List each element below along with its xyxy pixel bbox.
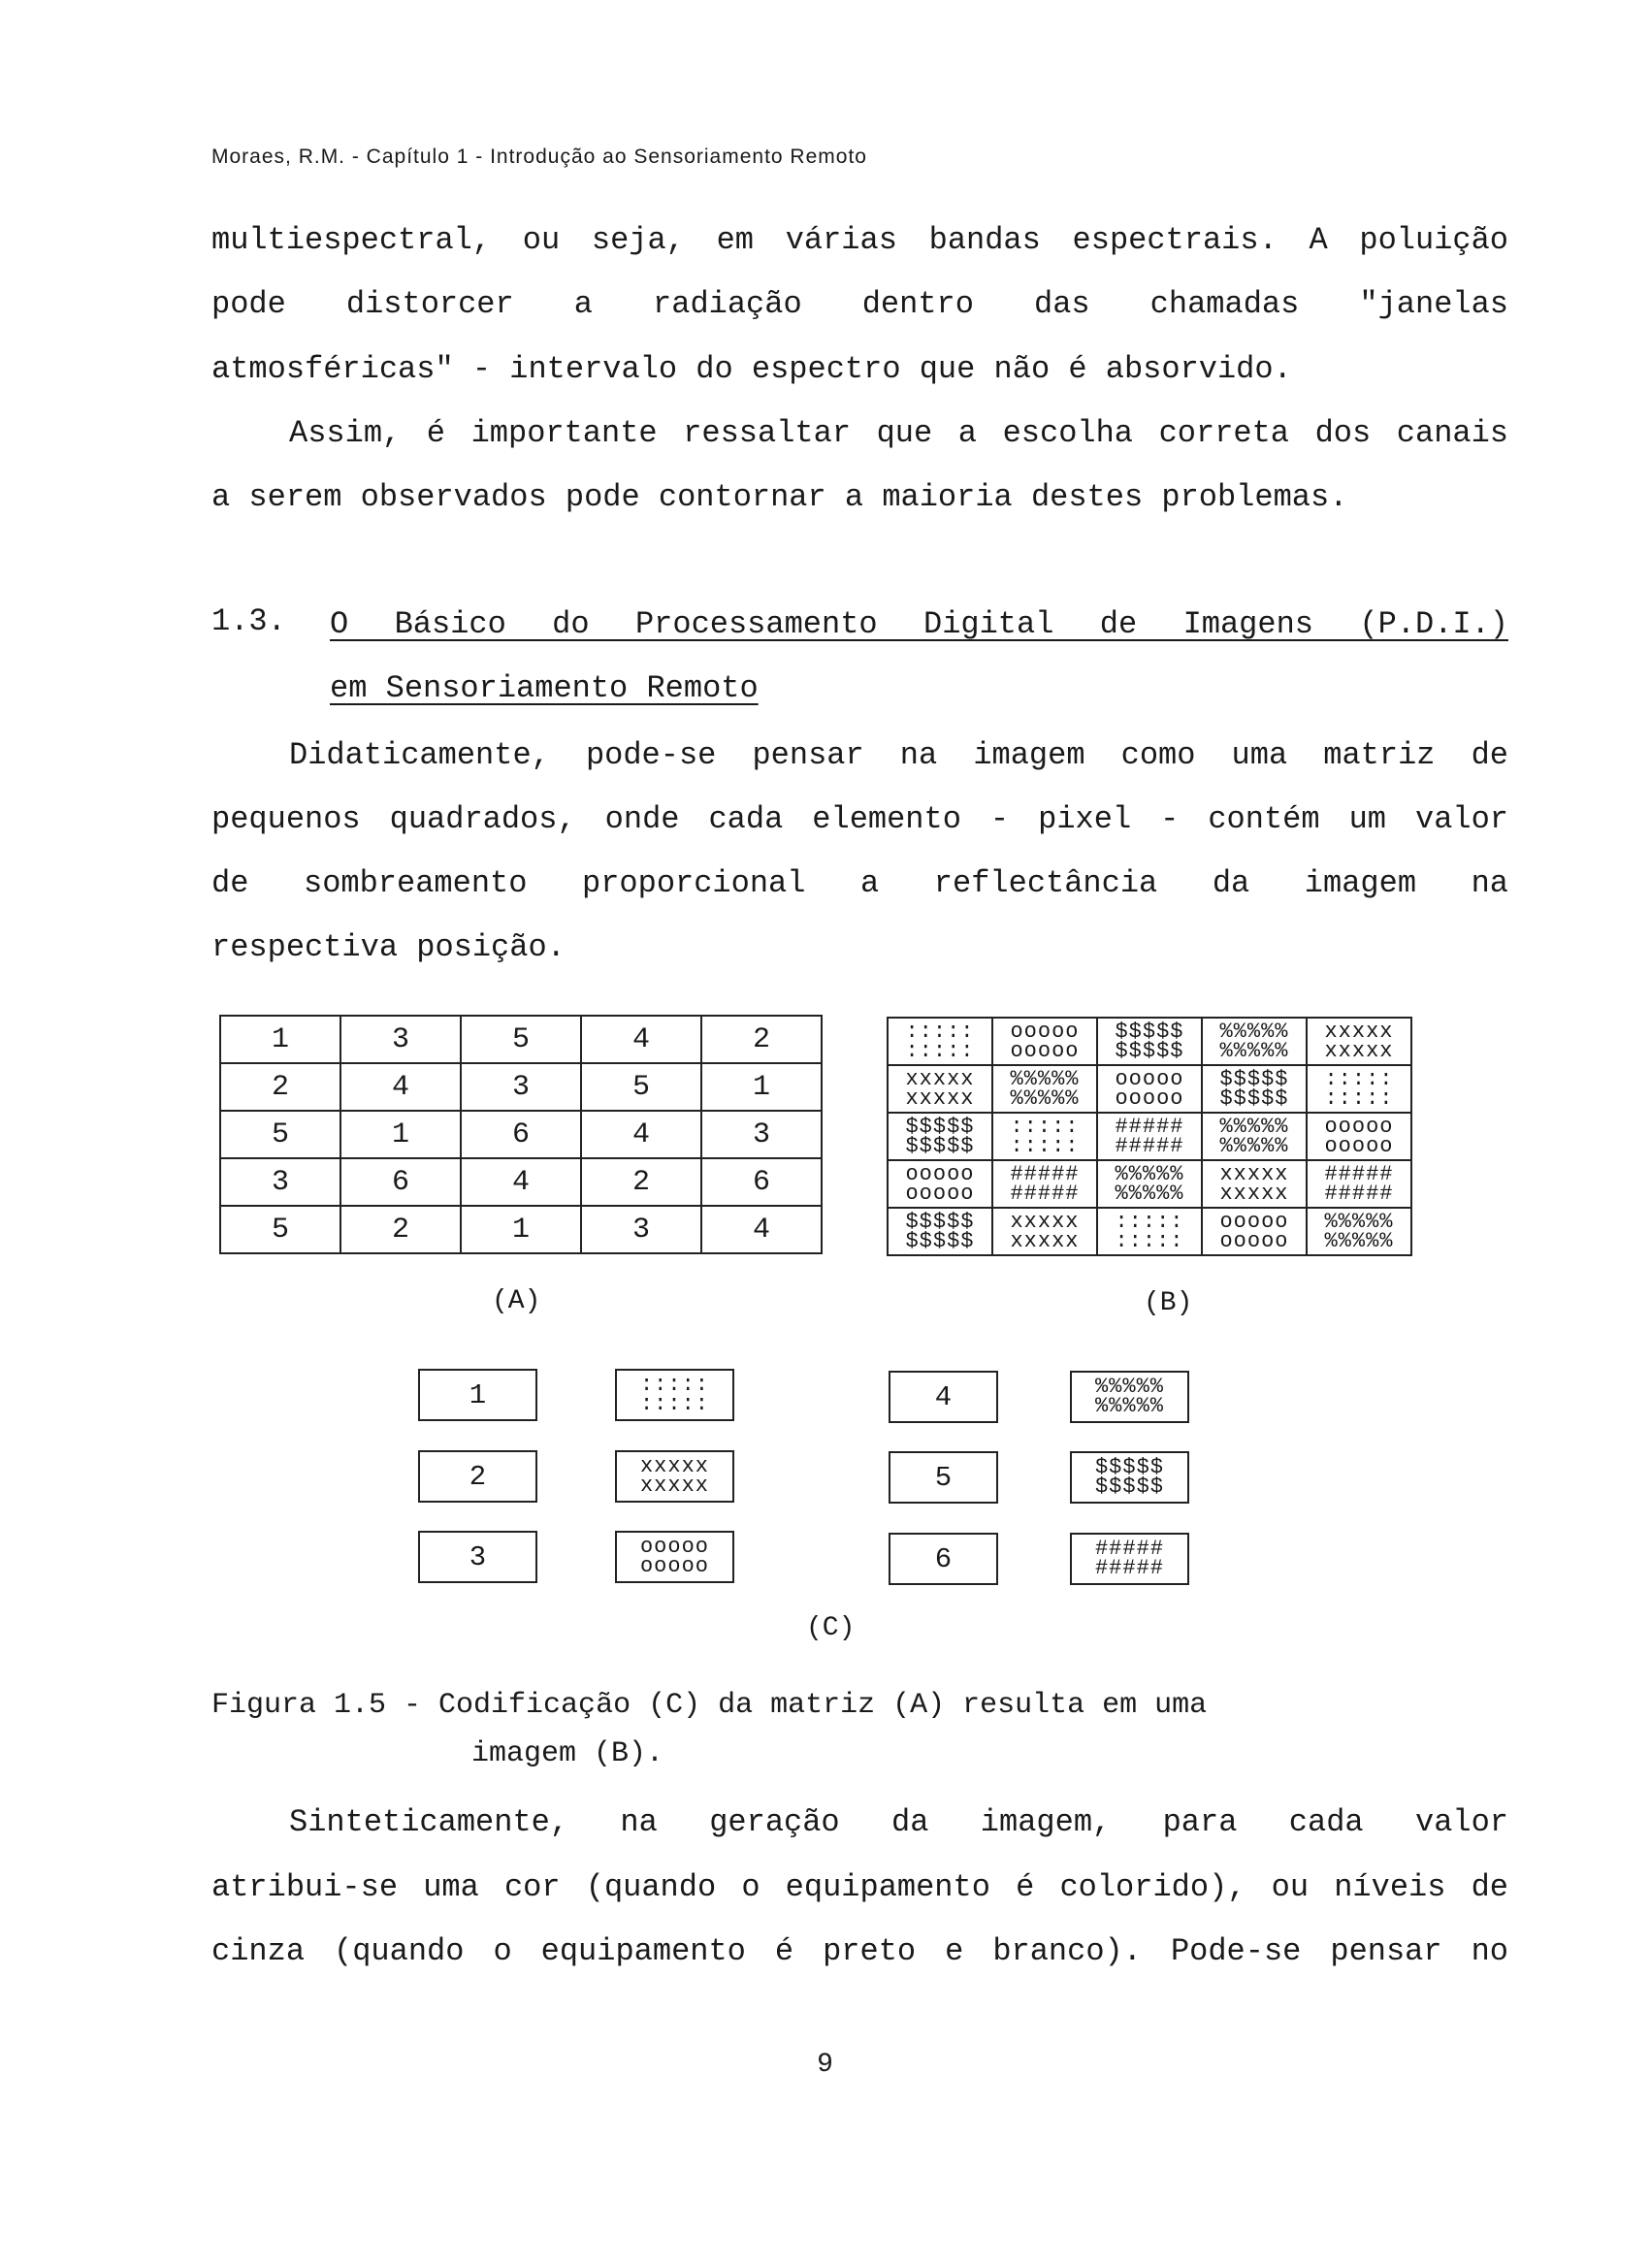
matrix-b-cell [888,1113,992,1160]
paragraph-line: cinza (quando o equipamento é preto e branco). Pode-se pensar no [211,1933,1508,1969]
matrix-b-cell [992,1018,1097,1065]
paragraph-line: Sinteticamente, na geração da imagem, para cada valor [289,1804,1508,1840]
matrix-b-cell [1202,1113,1307,1160]
matrix-b-cell [1202,1018,1307,1065]
matrix-b-symbol: ::::: ::::: [1010,1114,1080,1158]
key-value-box: 1 [418,1369,537,1421]
matrix-b-cell [1202,1160,1307,1208]
matrix-b-symbol: %%%%% %%%%% [1324,1209,1394,1253]
matrix-b-cell [888,1208,992,1255]
paragraph-line: atribui-se uma cor (quando o equipamento é colorido), ou níveis de [211,1869,1508,1905]
matrix-b-cell [1202,1208,1307,1255]
section-title: O Básico do Processamento Digital de Imagens (P.D.I.) [330,606,1508,642]
matrix-b-symbol: ooooo ooooo [905,1161,975,1206]
matrix-a-cell: 2 [340,1206,461,1253]
paragraph-line: atmosféricas" - intervalo do espectro que não é absorvido. [211,351,1292,387]
matrix-a-cell: 4 [340,1063,461,1111]
matrix-a-cell: 6 [461,1111,581,1158]
figure-label-c: (C) [806,1613,856,1643]
key-symbol-box [1070,1451,1189,1504]
matrix-b-cell [1097,1113,1202,1160]
key-symbol: ooooo ooooo [639,1535,709,1578]
matrix-b-symbol: ooooo ooooo [1115,1066,1184,1111]
figure-caption-continued: imagem (B). [471,1737,664,1770]
paragraph-line: Didaticamente, pode-se pensar na imagem como uma matriz de [289,737,1508,773]
paragraph-line: a serem observados pode contornar a maioria destes problemas. [211,479,1348,515]
key-symbol: ::::: ::::: [639,1373,709,1416]
matrix-b-symbol: ooooo ooooo [1219,1209,1289,1253]
matrix-b-symbol: xxxxx xxxxx [1219,1161,1289,1206]
figure-label-a: (A) [492,1286,541,1316]
matrix-a-row [220,1206,822,1253]
matrix-a-cell: 6 [701,1158,822,1206]
matrix-b-cell [1097,1208,1202,1255]
matrix-b-symbol: ##### ##### [1115,1114,1184,1158]
matrix-a-cell: 3 [461,1063,581,1111]
key-value-box: 3 [418,1531,537,1583]
figure-label-b: (B) [1144,1288,1193,1318]
key-value-box: 6 [889,1533,998,1585]
matrix-a-row [220,1063,822,1111]
matrix-a-cell: 4 [581,1111,701,1158]
matrix-b-symbol: %%%%% %%%%% [1219,1019,1289,1063]
matrix-b-row [888,1160,1411,1208]
matrix-a-cell: 5 [220,1111,340,1158]
matrix-a-cell: 1 [220,1016,340,1063]
key-symbol: ##### ##### [1094,1537,1164,1580]
matrix-b-row [888,1018,1411,1065]
key-symbol: xxxxx xxxxx [639,1454,709,1498]
matrix-b-cell [888,1160,992,1208]
matrix-a-cell: 6 [340,1158,461,1206]
matrix-a-cell: 2 [581,1158,701,1206]
matrix-b-symbol: xxxxx xxxxx [1324,1019,1394,1063]
paragraph-line: respectiva posição. [211,929,566,965]
matrix-b-cell [1307,1208,1411,1255]
matrix-b-symbol: $$$$$ $$$$$ [1219,1066,1289,1111]
matrix-b-cell [888,1018,992,1065]
matrix-a-cell: 4 [461,1158,581,1206]
matrix-b-symbol: ##### ##### [1324,1161,1394,1206]
matrix-b-row [888,1113,1411,1160]
matrix-a-cell: 1 [701,1063,822,1111]
matrix-b-symbol: $$$$$ $$$$$ [905,1114,975,1158]
matrix-b-cell [1202,1065,1307,1113]
matrix-b-symbol: $$$$$ $$$$$ [905,1209,975,1253]
matrix-b-cell [992,1065,1097,1113]
paragraph-line: pequenos quadrados, onde cada elemento - pixel - contém um valor [211,801,1508,837]
matrix-b-symbol: xxxxx xxxxx [1010,1209,1080,1253]
matrix-a-cell: 1 [461,1206,581,1253]
paragraph-line: Assim, é importante ressaltar que a escolha correta dos canais [289,415,1508,451]
key-symbol-box [615,1450,734,1503]
paragraph-line: de sombreamento proporcional a reflectância da imagem na [211,865,1508,901]
key-symbol-box [615,1369,734,1421]
matrix-b-row [888,1208,1411,1255]
matrix-a-cell: 3 [701,1111,822,1158]
matrix-b-cell [1097,1065,1202,1113]
matrix-b-cell [992,1208,1097,1255]
matrix-a-cell: 1 [340,1111,461,1158]
matrix-b-symbol: %%%%% %%%%% [1115,1161,1184,1206]
matrix-a-row [220,1111,822,1158]
matrix-b-cell [1307,1065,1411,1113]
paragraph-line: multiespectral, ou seja, em várias bandas espectrais. A poluição [211,222,1508,258]
matrix-b-symbol: %%%%% %%%%% [1010,1066,1080,1111]
figure-caption: Figura 1.5 - Codificação (C) da matriz (A) resulta em uma [211,1689,1208,1722]
matrix-b-symbol: $$$$$ $$$$$ [1115,1019,1184,1063]
matrix-a-cell: 4 [701,1206,822,1253]
key-symbol-box [1070,1371,1189,1423]
section-title-continued: em Sensoriamento Remoto [330,670,759,706]
matrix-b-cell [1307,1160,1411,1208]
matrix-a-cell: 3 [340,1016,461,1063]
matrix-b-cell [992,1113,1097,1160]
matrix-b-cell [888,1065,992,1113]
matrix-b-symbol: ::::: ::::: [1115,1209,1184,1253]
key-value-box: 5 [889,1451,998,1504]
matrix-b-symbol: %%%%% %%%%% [1219,1114,1289,1158]
key-symbol-box [1070,1533,1189,1585]
key-value-box: 4 [889,1371,998,1423]
matrix-b-symbol: ::::: ::::: [905,1019,975,1063]
matrix-b-cell [1097,1160,1202,1208]
matrix-b-cell [1307,1113,1411,1160]
matrix-a-cell: 3 [581,1206,701,1253]
matrix-a-cell: 5 [461,1016,581,1063]
matrix-b-symbol: xxxxx xxxxx [905,1066,975,1111]
section-number: 1.3. [211,603,286,639]
matrix-a-cell: 5 [220,1206,340,1253]
matrix-b-cell [1307,1018,1411,1065]
matrix-a-row [220,1158,822,1206]
key-symbol: $$$$$ $$$$$ [1094,1455,1164,1499]
key-value-box: 2 [418,1450,537,1503]
matrix-b-cell [992,1160,1097,1208]
key-symbol: %%%%% %%%%% [1094,1375,1164,1418]
matrix-b-symbol: ::::: ::::: [1324,1066,1394,1111]
page-header: Moraes, R.M. - Capítulo 1 - Introdução ao Sensoriamento Remoto [211,146,867,168]
matrix-a-cell: 2 [701,1016,822,1063]
matrix-a-row [220,1016,822,1063]
matrix-a-cell: 4 [581,1016,701,1063]
matrix-a-cell: 5 [581,1063,701,1111]
matrix-b-symbol: ooooo ooooo [1324,1114,1394,1158]
paragraph-line: pode distorcer a radiação dentro das chamadas "janelas [211,286,1508,322]
matrix-b-cell [1097,1018,1202,1065]
key-symbol-box [615,1531,734,1583]
matrix-a-cell: 3 [220,1158,340,1206]
matrix-b-row [888,1065,1411,1113]
matrix-a [219,1015,823,1254]
matrix-b-symbol: ##### ##### [1010,1161,1080,1206]
matrix-b-symbol: ooooo ooooo [1010,1019,1080,1063]
matrix-b [887,1017,1412,1256]
matrix-a-cell: 2 [220,1063,340,1111]
page-number: 9 [817,2050,833,2080]
